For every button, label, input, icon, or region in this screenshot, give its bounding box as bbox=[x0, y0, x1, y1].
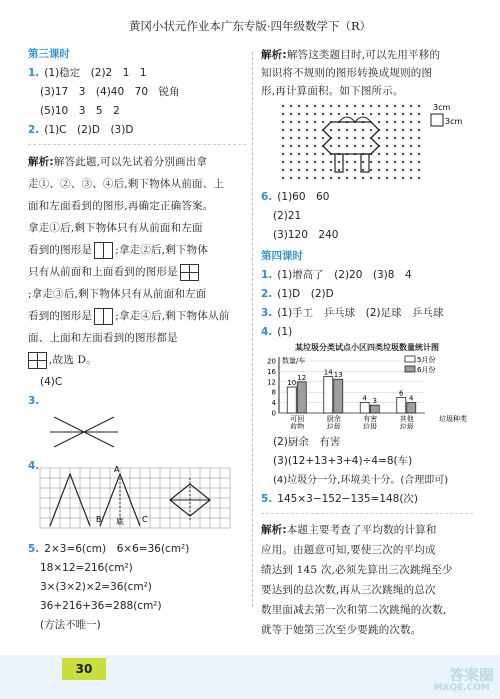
answer-line: 5. 2×3=6(cm) 6×6=36(cm²) bbox=[28, 543, 190, 555]
answer-line: (4)C bbox=[40, 376, 63, 388]
x-tick-label: 垃圾 bbox=[399, 423, 414, 429]
data-label: 4 bbox=[409, 394, 414, 403]
answer-line: (方法不唯一) bbox=[40, 619, 101, 631]
star-lines-figure bbox=[46, 411, 126, 453]
bar bbox=[360, 403, 369, 413]
answer-line: 18×12=216(cm²) bbox=[40, 562, 133, 574]
watermark-logo: 答案圈 bbox=[448, 666, 494, 684]
data-label: 10 bbox=[287, 379, 297, 387]
bar bbox=[407, 403, 416, 413]
bar-chart bbox=[261, 353, 473, 429]
watermark-url: MXQE.COM bbox=[433, 683, 490, 693]
x-tick-label: 有害 bbox=[363, 415, 378, 423]
page-header bbox=[0, 0, 500, 44]
answer-line: 3. bbox=[28, 395, 40, 407]
answer-line: (3)17 3 (4)40 70 锐角 bbox=[40, 86, 180, 98]
y-axis-label: 数量/车 bbox=[282, 357, 306, 365]
bar bbox=[287, 387, 296, 413]
answer-line: 4. (1) bbox=[261, 326, 293, 338]
view-shape-icon bbox=[180, 264, 199, 281]
bar bbox=[397, 397, 406, 413]
legend-swatch bbox=[405, 366, 415, 372]
bar bbox=[334, 379, 343, 413]
answer-line: (2)厨余 有害 bbox=[273, 436, 341, 448]
unit-label-side: 3cm bbox=[445, 117, 463, 126]
chart-title: 某垃圾分类试点小区四类垃圾数量统计图 bbox=[295, 343, 439, 352]
x-tick-label: 收物 bbox=[290, 423, 305, 429]
x-tick-label: 垃圾 bbox=[363, 423, 378, 429]
page-number: 30 bbox=[62, 658, 106, 680]
unit-label-top: 3cm bbox=[433, 103, 451, 112]
point-label-b: B bbox=[96, 515, 102, 524]
x-tick-label: 垃圾 bbox=[326, 423, 341, 429]
view-shape-icon bbox=[94, 308, 113, 325]
answer-line: 1. (1)增高了 (2)20 (3)8 4 bbox=[261, 269, 412, 281]
section-title: 第三课时 bbox=[28, 48, 70, 60]
column-divider bbox=[252, 52, 253, 607]
explanation-block: 解析:本题主要考查了平均数的计算和 应用。由题意可知,要使三次的平均成 绩达到 145 次,必须先算出三次跳绳至少 要达到的总次数,再从三次跳绳的总次 数里面减去第一次和第二次跳绳的次数, 就等于她第三次至少要跳的次数。 bbox=[261, 524, 453, 636]
answer-line: (5)10 3 5 2 bbox=[40, 105, 120, 117]
section-title: 第四课时 bbox=[261, 250, 303, 262]
data-label: 6 bbox=[399, 389, 404, 398]
answer-line: (3)(12+13+3+4)÷4=8(车) bbox=[273, 455, 413, 467]
view-shape-icon bbox=[28, 352, 47, 369]
legend-label: 5月份 bbox=[417, 356, 436, 364]
dot-grid-figure bbox=[261, 100, 473, 184]
base-label: 底 bbox=[116, 517, 124, 526]
right-column bbox=[261, 46, 473, 640]
y-tick-label: 16 bbox=[267, 367, 276, 376]
x-tick-label: 可回 bbox=[290, 415, 305, 423]
answer-line: 2. (1)C (2)D (3)D bbox=[28, 124, 134, 136]
answer-line: 5. 145×3−152−135=148(次) bbox=[261, 493, 419, 505]
bar bbox=[297, 382, 306, 413]
x-axis-label: 垃圾种类 bbox=[439, 415, 467, 423]
y-tick-label: 12 bbox=[267, 378, 276, 387]
data-label: 12 bbox=[297, 373, 307, 382]
answer-line: 6. (1)60 60 bbox=[261, 191, 330, 203]
data-label: 13 bbox=[333, 371, 343, 380]
data-label: 3 bbox=[372, 397, 377, 406]
bar bbox=[370, 405, 379, 413]
answer-line: 3×(3×2)×2=36(cm²) bbox=[40, 581, 152, 593]
view-shape-icon bbox=[94, 242, 113, 259]
explanation-block: 解析:解答这类题目时,可以先用平移的 知识将不规则的图形转换成规则的图 形,再计算面积。如下图所示。 bbox=[261, 49, 441, 97]
answer-line: 2. (1)D (2)D bbox=[261, 288, 334, 300]
dashed-separator bbox=[28, 144, 246, 145]
answer-line: 1. (1)稳定 (2)2 1 1 bbox=[28, 67, 147, 79]
data-label: 4 bbox=[362, 394, 367, 403]
answer-line: (3)120 240 bbox=[273, 229, 339, 241]
header-title: 黄冈小状元作业本广东专版·四年级数学下（R） bbox=[128, 19, 372, 33]
y-tick-label: 4 bbox=[271, 399, 276, 408]
y-tick-label: 20 bbox=[267, 357, 276, 366]
point-label-a: A bbox=[114, 465, 120, 474]
y-tick-label: 8 bbox=[271, 388, 276, 397]
answer-line: (4)垃圾分一分,环境美十分。(合理即可) bbox=[273, 475, 449, 486]
bar bbox=[324, 377, 333, 413]
answer-line: 4. bbox=[28, 460, 40, 472]
explanation-block: 解析:解答此题,可以先试着分别画出拿 走①、②、③、④后,剩下物体从前面、上 面和左面看到的图形,再确定正确答案。 拿走①后,剩下物体只有从前面和左面 看到的图形是 ;拿走②后,剩下物体 只有从前面和上面看到的图形是 ;拿走③后,剩下物体只有从前面和左面 看到的图形是 ;拿走④后,剩下物体从前 面、上面和左面看到的图形都是 ,故选 D。 bbox=[28, 151, 246, 371]
x-tick-label: 厨余 bbox=[326, 415, 341, 423]
grid-figure bbox=[38, 464, 238, 534]
answer-line: 36+216+36=288(cm²) bbox=[40, 600, 162, 612]
legend-swatch bbox=[405, 356, 415, 362]
answer-line: 3. (1)手工 乒乓球 (2)足球 乒乓球 bbox=[261, 307, 444, 319]
legend-label: 6月份 bbox=[417, 366, 436, 374]
dashed-separator bbox=[261, 513, 473, 514]
answer-line: (2)21 bbox=[273, 210, 302, 222]
y-tick-label: 0 bbox=[271, 409, 276, 418]
data-label: 14 bbox=[323, 368, 333, 377]
point-label-c: C bbox=[142, 515, 148, 524]
x-tick-label: 其他 bbox=[399, 415, 414, 423]
left-column bbox=[28, 46, 246, 635]
